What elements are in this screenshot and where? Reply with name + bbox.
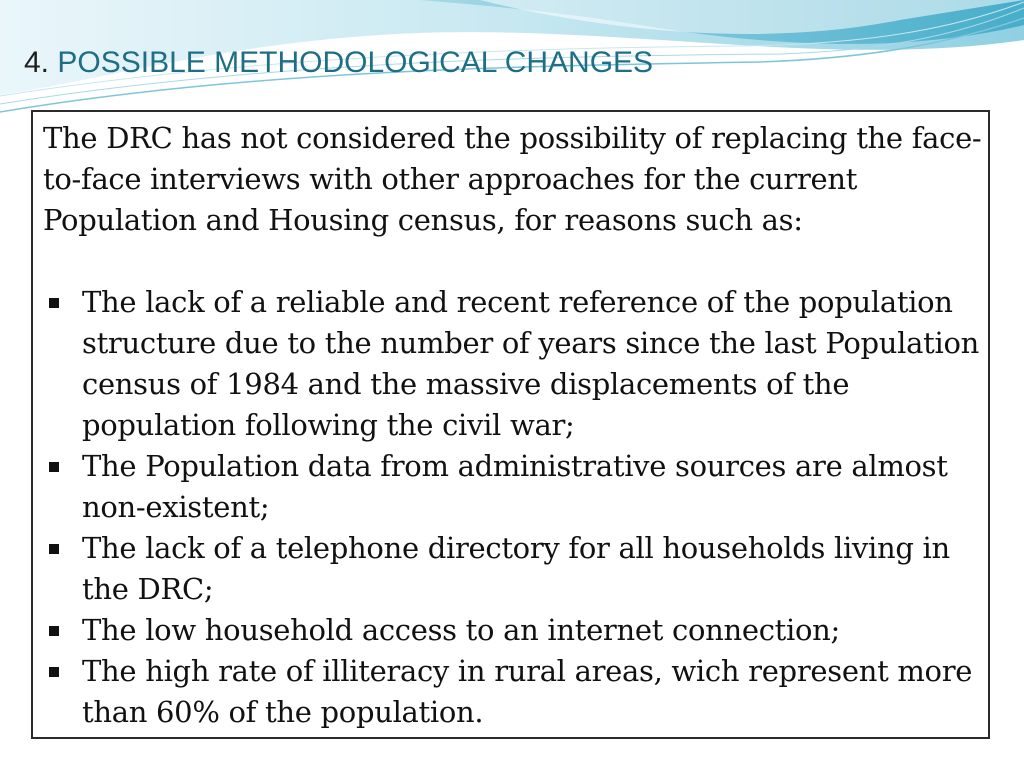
page-title bbox=[24, 44, 653, 82]
reasons-list bbox=[43, 282, 988, 733]
list-item bbox=[43, 282, 988, 446]
list-item bbox=[43, 446, 988, 528]
content-box bbox=[31, 110, 990, 739]
list-item bbox=[43, 528, 988, 610]
square-bullet-icon bbox=[49, 667, 59, 677]
list-item-text: The Population data from administrative sources are almost non-existent; bbox=[82, 449, 948, 524]
list-item-text: The lack of a telephone directory for all households living in the DRC; bbox=[82, 531, 950, 606]
square-bullet-icon bbox=[49, 298, 59, 308]
square-bullet-icon bbox=[49, 462, 59, 472]
square-bullet-icon bbox=[49, 626, 59, 636]
title-text: POSSIBLE METHODOLOGICAL CHANGES bbox=[57, 46, 654, 79]
square-bullet-icon bbox=[49, 544, 59, 554]
intro-paragraph: The DRC has not considered the possibility of replacing the face-to-face interviews with other approaches for the current Population and Housing census, for reasons such as: bbox=[43, 121, 982, 237]
list-item bbox=[43, 651, 988, 733]
list-item-text: The high rate of illiteracy in rural areas, wich represent more than 60% of the population. bbox=[82, 654, 973, 729]
list-item bbox=[43, 610, 988, 651]
title-number: 4. bbox=[24, 46, 50, 79]
list-item-text: The lack of a reliable and recent reference of the population structure due to the number of years since the last Population census of 1984 and the massive displacements of the population following the civil war; bbox=[82, 285, 979, 442]
list-item-text: The low household access to an internet connection; bbox=[82, 613, 841, 647]
